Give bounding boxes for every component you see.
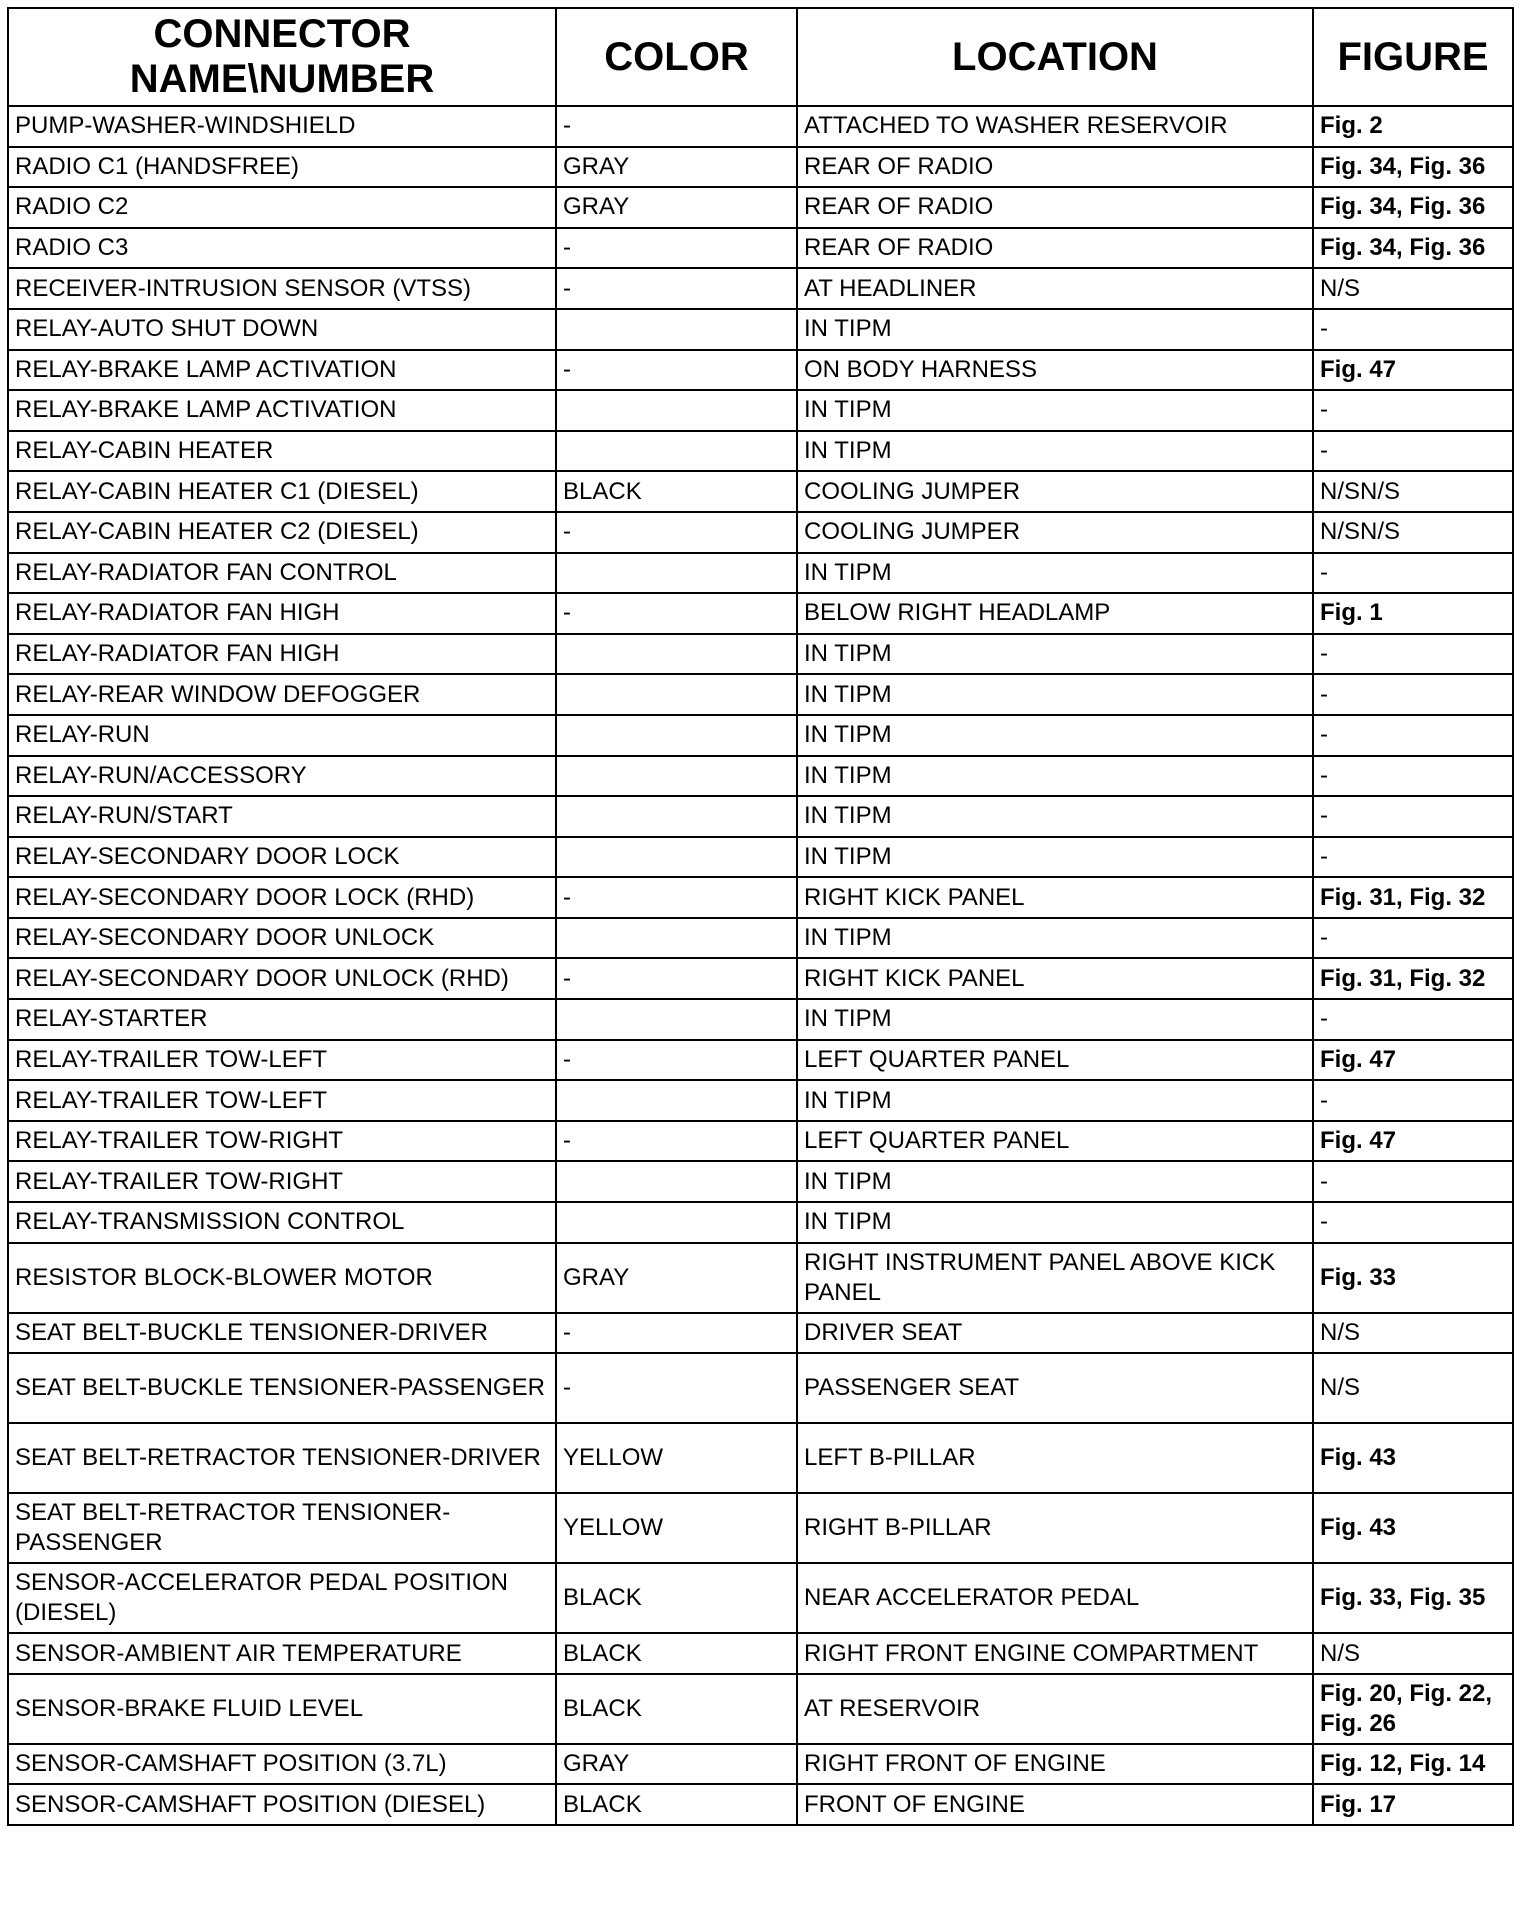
table-row: [8, 228, 1513, 269]
table-row: [8, 1313, 1513, 1354]
table-row: [8, 1243, 1513, 1313]
table-row: [8, 1161, 1513, 1202]
connector-name-cell: SEAT BELT-RETRACTOR TENSIONER-PASSENGER: [8, 1493, 556, 1563]
color-cell: -: [556, 593, 797, 634]
table-row: [8, 715, 1513, 756]
table-row: [8, 837, 1513, 878]
figure-cell: -: [1313, 837, 1513, 878]
figure-cell: -: [1313, 756, 1513, 797]
table-row: [8, 918, 1513, 959]
figure-cell: -: [1313, 553, 1513, 594]
figure-cell: Fig. 1: [1313, 593, 1513, 634]
color-cell: GRAY: [556, 1243, 797, 1313]
connector-name-cell: RELAY-RADIATOR FAN HIGH: [8, 593, 556, 634]
table-row: [8, 512, 1513, 553]
color-cell: [556, 553, 797, 594]
location-cell: IN TIPM: [797, 999, 1313, 1040]
location-cell: ATTACHED TO WASHER RESERVOIR: [797, 106, 1313, 147]
figure-cell: -: [1313, 674, 1513, 715]
color-cell: [556, 634, 797, 675]
location-cell: PASSENGER SEAT: [797, 1353, 1313, 1423]
connector-name-cell: SEAT BELT-RETRACTOR TENSIONER-DRIVER: [8, 1423, 556, 1493]
color-cell: GRAY: [556, 187, 797, 228]
color-cell: BLACK: [556, 1674, 797, 1744]
table-row: [8, 877, 1513, 918]
connector-name-cell: RELAY-SECONDARY DOOR LOCK: [8, 837, 556, 878]
figure-cell: Fig. 34, Fig. 36: [1313, 187, 1513, 228]
figure-cell: N/S: [1313, 1313, 1513, 1354]
figure-cell: Fig. 33, Fig. 35: [1313, 1563, 1513, 1633]
color-cell: YELLOW: [556, 1423, 797, 1493]
location-cell: IN TIPM: [797, 756, 1313, 797]
table-row: [8, 1080, 1513, 1121]
table-row: [8, 1423, 1513, 1493]
location-cell: RIGHT B-PILLAR: [797, 1493, 1313, 1563]
table-row: [8, 309, 1513, 350]
connector-name-cell: RELAY-BRAKE LAMP ACTIVATION: [8, 390, 556, 431]
connector-name-cell: RELAY-TRAILER TOW-RIGHT: [8, 1121, 556, 1162]
color-cell: [556, 715, 797, 756]
color-cell: [556, 309, 797, 350]
location-cell: IN TIPM: [797, 796, 1313, 837]
figure-cell: Fig. 31, Fig. 32: [1313, 877, 1513, 918]
figure-cell: Fig. 43: [1313, 1493, 1513, 1563]
location-cell: IN TIPM: [797, 309, 1313, 350]
location-cell: REAR OF RADIO: [797, 147, 1313, 188]
table-row: [8, 756, 1513, 797]
table-row: [8, 350, 1513, 391]
connector-name-cell: RELAY-RUN/START: [8, 796, 556, 837]
connector-name-cell: RELAY-AUTO SHUT DOWN: [8, 309, 556, 350]
figure-cell: Fig. 34, Fig. 36: [1313, 147, 1513, 188]
table-row: [8, 1674, 1513, 1744]
connector-name-cell: RELAY-RUN/ACCESSORY: [8, 756, 556, 797]
location-cell: ON BODY HARNESS: [797, 350, 1313, 391]
color-cell: -: [556, 106, 797, 147]
figure-cell: Fig. 47: [1313, 1040, 1513, 1081]
figure-cell: Fig. 34, Fig. 36: [1313, 228, 1513, 269]
table-row: [8, 553, 1513, 594]
color-cell: [556, 999, 797, 1040]
figure-cell: -: [1313, 634, 1513, 675]
location-cell: DRIVER SEAT: [797, 1313, 1313, 1354]
connector-name-cell: SEAT BELT-BUCKLE TENSIONER-DRIVER: [8, 1313, 556, 1354]
table-row: [8, 106, 1513, 147]
location-cell: IN TIPM: [797, 918, 1313, 959]
table-row: [8, 1202, 1513, 1243]
location-cell: IN TIPM: [797, 390, 1313, 431]
location-cell: RIGHT FRONT ENGINE COMPARTMENT: [797, 1633, 1313, 1674]
location-cell: IN TIPM: [797, 1161, 1313, 1202]
connector-name-cell: RELAY-CABIN HEATER C2 (DIESEL): [8, 512, 556, 553]
color-cell: [556, 918, 797, 959]
location-cell: IN TIPM: [797, 837, 1313, 878]
connector-name-cell: RELAY-RADIATOR FAN CONTROL: [8, 553, 556, 594]
connector-name-cell: RELAY-SECONDARY DOOR UNLOCK (RHD): [8, 958, 556, 999]
color-cell: YELLOW: [556, 1493, 797, 1563]
figure-cell: -: [1313, 1161, 1513, 1202]
table-row: [8, 1121, 1513, 1162]
connector-name-cell: RELAY-BRAKE LAMP ACTIVATION: [8, 350, 556, 391]
table-row: [8, 999, 1513, 1040]
color-cell: -: [556, 958, 797, 999]
location-cell: IN TIPM: [797, 1080, 1313, 1121]
table-row: [8, 1353, 1513, 1423]
table-row: [8, 1784, 1513, 1825]
header-connector-name: CONNECTOR NAME\NUMBER: [8, 8, 556, 106]
figure-cell: -: [1313, 390, 1513, 431]
color-cell: BLACK: [556, 471, 797, 512]
table-row: [8, 796, 1513, 837]
figure-cell: N/S: [1313, 1353, 1513, 1423]
table-row: [8, 674, 1513, 715]
figure-cell: N/S: [1313, 268, 1513, 309]
location-cell: REAR OF RADIO: [797, 187, 1313, 228]
figure-cell: -: [1313, 796, 1513, 837]
figure-cell: -: [1313, 431, 1513, 472]
table-row: [8, 1563, 1513, 1633]
color-cell: GRAY: [556, 147, 797, 188]
connector-name-cell: RELAY-REAR WINDOW DEFOGGER: [8, 674, 556, 715]
connector-name-cell: PUMP-WASHER-WINDSHIELD: [8, 106, 556, 147]
table-row: [8, 1040, 1513, 1081]
figure-cell: Fig. 17: [1313, 1784, 1513, 1825]
location-cell: COOLING JUMPER: [797, 471, 1313, 512]
color-cell: -: [556, 268, 797, 309]
color-cell: -: [556, 512, 797, 553]
color-cell: [556, 431, 797, 472]
connector-name-cell: RELAY-TRAILER TOW-LEFT: [8, 1040, 556, 1081]
connector-name-cell: SENSOR-AMBIENT AIR TEMPERATURE: [8, 1633, 556, 1674]
color-cell: -: [556, 1040, 797, 1081]
color-cell: -: [556, 877, 797, 918]
figure-cell: N/SN/S: [1313, 512, 1513, 553]
connector-name-cell: RELAY-STARTER: [8, 999, 556, 1040]
figure-cell: Fig. 20, Fig. 22, Fig. 26: [1313, 1674, 1513, 1744]
color-cell: -: [556, 1313, 797, 1354]
location-cell: LEFT QUARTER PANEL: [797, 1121, 1313, 1162]
connector-name-cell: RADIO C2: [8, 187, 556, 228]
connector-name-cell: RECEIVER-INTRUSION SENSOR (VTSS): [8, 268, 556, 309]
figure-cell: -: [1313, 309, 1513, 350]
figure-cell: Fig. 33: [1313, 1243, 1513, 1313]
color-cell: BLACK: [556, 1784, 797, 1825]
color-cell: [556, 756, 797, 797]
figure-cell: N/SN/S: [1313, 471, 1513, 512]
connector-name-cell: RESISTOR BLOCK-BLOWER MOTOR: [8, 1243, 556, 1313]
connector-name-cell: RELAY-TRANSMISSION CONTROL: [8, 1202, 556, 1243]
location-cell: IN TIPM: [797, 674, 1313, 715]
connector-name-cell: SENSOR-ACCELERATOR PEDAL POSITION (DIESEL): [8, 1563, 556, 1633]
figure-cell: -: [1313, 999, 1513, 1040]
figure-cell: Fig. 12, Fig. 14: [1313, 1744, 1513, 1785]
color-cell: [556, 837, 797, 878]
color-cell: BLACK: [556, 1563, 797, 1633]
table-row: [8, 471, 1513, 512]
header-color: COLOR: [556, 8, 797, 106]
header-row: [8, 8, 1513, 106]
figure-cell: Fig. 47: [1313, 1121, 1513, 1162]
table-row: [8, 147, 1513, 188]
location-cell: LEFT QUARTER PANEL: [797, 1040, 1313, 1081]
connector-name-cell: RADIO C3: [8, 228, 556, 269]
location-cell: IN TIPM: [797, 1202, 1313, 1243]
connector-table: [7, 7, 1514, 1826]
connector-name-cell: SENSOR-CAMSHAFT POSITION (DIESEL): [8, 1784, 556, 1825]
location-cell: IN TIPM: [797, 634, 1313, 675]
color-cell: BLACK: [556, 1633, 797, 1674]
figure-cell: Fig. 31, Fig. 32: [1313, 958, 1513, 999]
figure-cell: Fig. 47: [1313, 350, 1513, 391]
location-cell: IN TIPM: [797, 715, 1313, 756]
location-cell: FRONT OF ENGINE: [797, 1784, 1313, 1825]
color-cell: [556, 1080, 797, 1121]
figure-cell: -: [1313, 1080, 1513, 1121]
table-row: [8, 431, 1513, 472]
table-row: [8, 634, 1513, 675]
connector-name-cell: RELAY-RUN: [8, 715, 556, 756]
location-cell: IN TIPM: [797, 553, 1313, 594]
figure-cell: Fig. 43: [1313, 1423, 1513, 1493]
color-cell: [556, 1202, 797, 1243]
color-cell: [556, 796, 797, 837]
connector-name-cell: RELAY-SECONDARY DOOR LOCK (RHD): [8, 877, 556, 918]
table-row: [8, 390, 1513, 431]
connector-name-cell: SENSOR-BRAKE FLUID LEVEL: [8, 1674, 556, 1744]
table-row: [8, 187, 1513, 228]
connector-name-cell: SEAT BELT-BUCKLE TENSIONER-PASSENGER: [8, 1353, 556, 1423]
connector-name-cell: RADIO C1 (HANDSFREE): [8, 147, 556, 188]
color-cell: -: [556, 350, 797, 391]
location-cell: REAR OF RADIO: [797, 228, 1313, 269]
location-cell: LEFT B-PILLAR: [797, 1423, 1313, 1493]
location-cell: AT RESERVOIR: [797, 1674, 1313, 1744]
table-row: [8, 1633, 1513, 1674]
table-row: [8, 1744, 1513, 1785]
connector-name-cell: RELAY-TRAILER TOW-RIGHT: [8, 1161, 556, 1202]
table-row: [8, 268, 1513, 309]
location-cell: AT HEADLINER: [797, 268, 1313, 309]
location-cell: RIGHT KICK PANEL: [797, 877, 1313, 918]
connector-name-cell: RELAY-CABIN HEATER: [8, 431, 556, 472]
location-cell: IN TIPM: [797, 431, 1313, 472]
color-cell: -: [556, 228, 797, 269]
connector-name-cell: RELAY-RADIATOR FAN HIGH: [8, 634, 556, 675]
figure-cell: -: [1313, 918, 1513, 959]
color-cell: GRAY: [556, 1744, 797, 1785]
color-cell: -: [556, 1353, 797, 1423]
figure-cell: Fig. 2: [1313, 106, 1513, 147]
connector-name-cell: RELAY-CABIN HEATER C1 (DIESEL): [8, 471, 556, 512]
location-cell: NEAR ACCELERATOR PEDAL: [797, 1563, 1313, 1633]
figure-cell: -: [1313, 715, 1513, 756]
connector-name-cell: SENSOR-CAMSHAFT POSITION (3.7L): [8, 1744, 556, 1785]
location-cell: BELOW RIGHT HEADLAMP: [797, 593, 1313, 634]
color-cell: -: [556, 1121, 797, 1162]
header-figure: FIGURE: [1313, 8, 1513, 106]
location-cell: COOLING JUMPER: [797, 512, 1313, 553]
color-cell: [556, 390, 797, 431]
figure-cell: N/S: [1313, 1633, 1513, 1674]
table-row: [8, 1493, 1513, 1563]
location-cell: RIGHT FRONT OF ENGINE: [797, 1744, 1313, 1785]
table-row: [8, 593, 1513, 634]
table-row: [8, 958, 1513, 999]
color-cell: [556, 1161, 797, 1202]
connector-name-cell: RELAY-TRAILER TOW-LEFT: [8, 1080, 556, 1121]
table-body: [8, 106, 1513, 1825]
color-cell: [556, 674, 797, 715]
location-cell: RIGHT KICK PANEL: [797, 958, 1313, 999]
figure-cell: -: [1313, 1202, 1513, 1243]
header-location: LOCATION: [797, 8, 1313, 106]
location-cell: RIGHT INSTRUMENT PANEL ABOVE KICK PANEL: [797, 1243, 1313, 1313]
connector-name-cell: RELAY-SECONDARY DOOR UNLOCK: [8, 918, 556, 959]
